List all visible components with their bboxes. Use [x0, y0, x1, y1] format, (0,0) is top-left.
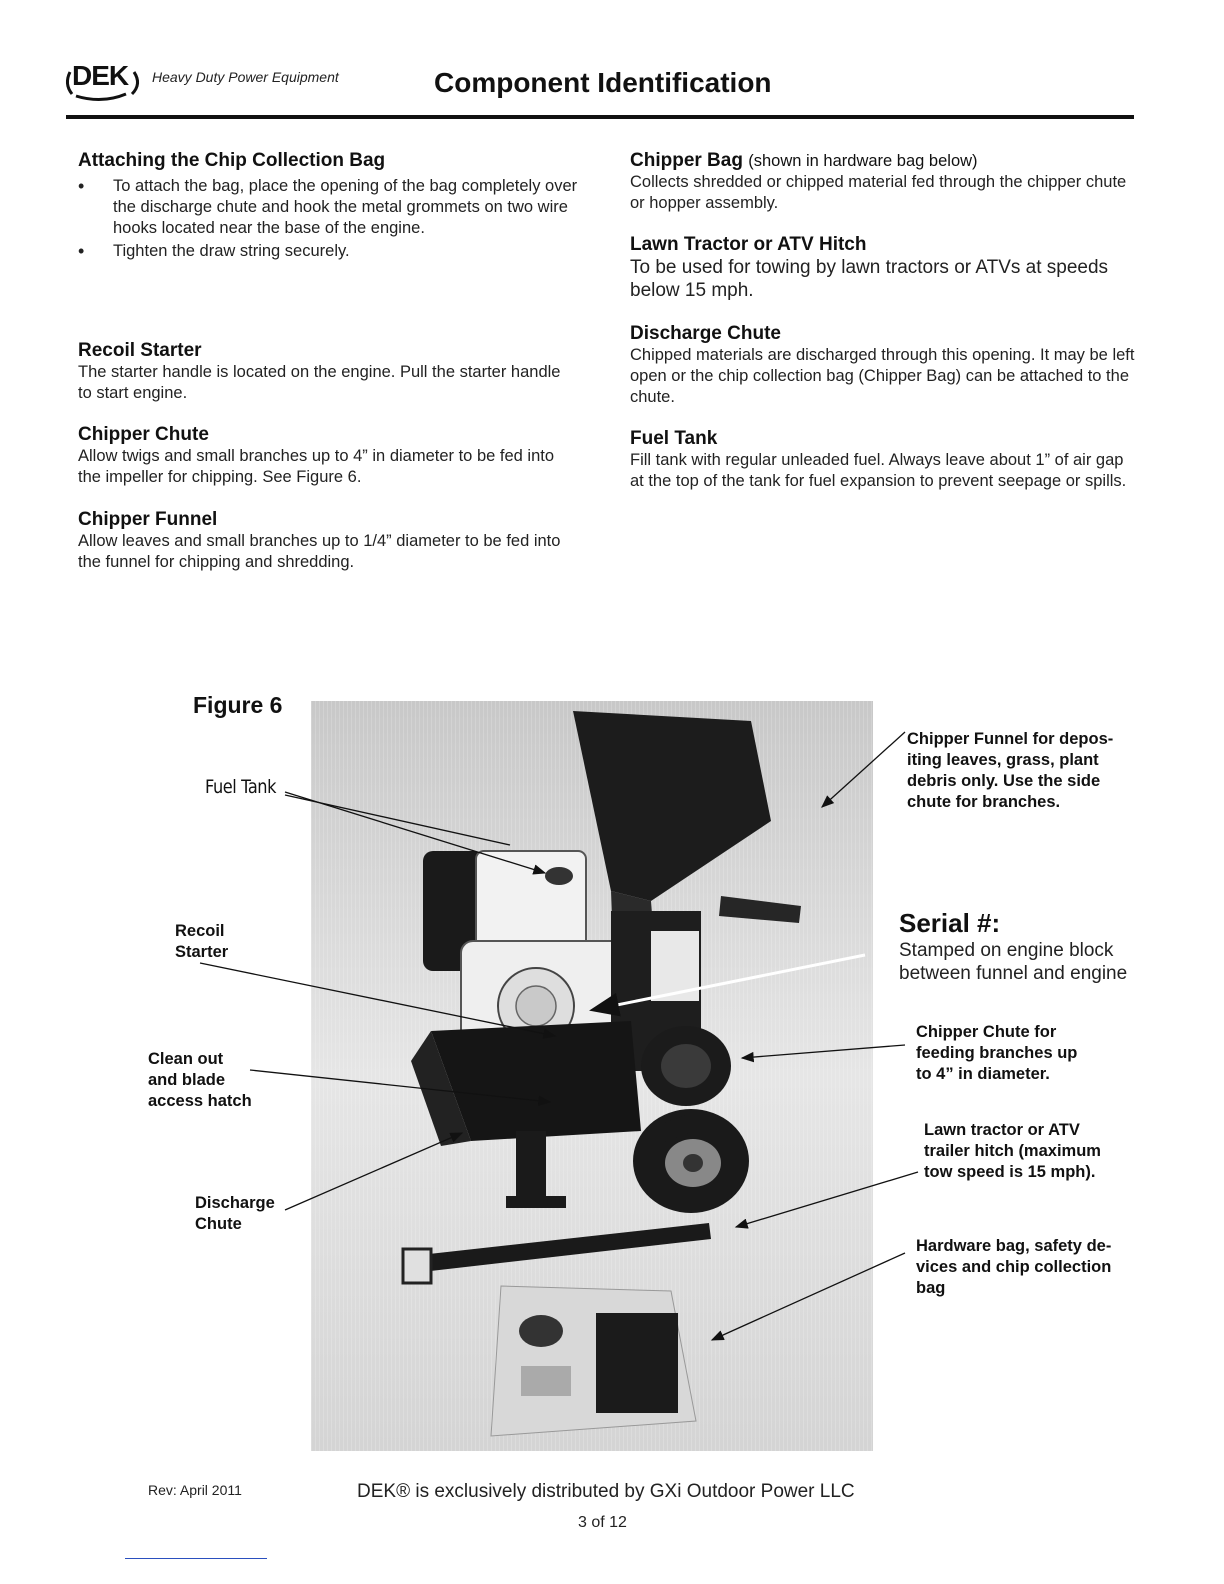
chipper-product-photo — [311, 701, 873, 1451]
section-chipper-funnel — [78, 509, 578, 573]
section-chipper-bag — [630, 150, 1130, 214]
callout-line: Stamped on engine block — [899, 940, 1114, 961]
callout-line: and blade — [148, 1071, 226, 1089]
callout-line: tow speed is 15 mph). — [924, 1163, 1096, 1181]
callout-line: debris only. Use the side — [907, 772, 1101, 790]
section-heading: Lawn Tractor or ATV Hitch — [630, 234, 867, 255]
callout-line: vices and chip collection — [916, 1258, 1112, 1276]
section-body: To be used for towing by lawn tractors or ATVs at speeds below 15 mph. — [630, 257, 1109, 301]
callout-recoil-starter — [175, 921, 228, 963]
callout-line: trailer hitch (maximum — [924, 1142, 1101, 1160]
callout-line: to 4” in diameter. — [916, 1065, 1050, 1083]
callout-line: Discharge — [195, 1194, 275, 1212]
section-hitch — [630, 234, 1140, 302]
callout-chipper-chute — [916, 1022, 1077, 1085]
bullet-item: • To attach the bag, place the opening of the bag completely over the discharge chute and hook the metal grommets on two wire hooks located near the base of the engine. — [78, 176, 588, 239]
callout-line: Lawn tractor or ATV — [924, 1121, 1080, 1139]
callout-cleanout-hatch — [148, 1049, 252, 1112]
serial-title: Serial #: — [899, 908, 1001, 938]
distributor-note: DEK® is exclusively distributed by GXi Outdoor Power LLC — [357, 1481, 855, 1502]
callout-line: Chipper Chute for — [916, 1023, 1057, 1041]
callout-line: iting leaves, grass, plant — [907, 751, 1099, 769]
section-heading-note: (shown in hardware bag below) — [748, 152, 978, 170]
page-number: 3 of 12 — [578, 1514, 627, 1531]
section-heading: Discharge Chute — [630, 323, 781, 344]
section-body: Collects shredded or chipped material fed through the chipper chute or hopper assembly. — [630, 173, 1127, 212]
section-heading: Attaching the Chip Collection Bag — [78, 150, 386, 171]
callout-hitch — [924, 1120, 1101, 1183]
figure-title: Figure 6 — [193, 692, 283, 718]
callout-serial-number — [899, 908, 1127, 985]
footer-link-underline — [125, 1558, 267, 1559]
section-heading: Chipper Funnel — [78, 509, 218, 530]
callout-hardware-bag — [916, 1236, 1111, 1299]
section-body: Allow twigs and small branches up to 4” in diameter to be fed into the impeller for chipping. See Figure 6. — [78, 447, 555, 486]
callout-line: feeding branches up — [916, 1044, 1078, 1062]
callout-line: Chipper Funnel for depos- — [907, 730, 1114, 748]
section-heading: Chipper Chute — [78, 424, 209, 445]
callout-fuel-tank: Fuel Tank — [205, 776, 277, 798]
section-recoil-starter — [78, 340, 568, 404]
callout-discharge-chute — [195, 1193, 275, 1235]
callout-line: access hatch — [148, 1092, 252, 1110]
section-discharge-chute — [630, 323, 1135, 408]
callout-line: Clean out — [148, 1050, 224, 1068]
section-chipper-chute — [78, 424, 578, 488]
revision-date: Rev: April 2011 — [148, 1482, 242, 1498]
header-divider — [66, 115, 1134, 119]
callout-line: between funnel and engine — [899, 963, 1128, 984]
section-body: Chipped materials are discharged through this opening. It may be left open or the chip collection bag (Chipper Bag) can be attached to the chute. — [630, 346, 1135, 406]
callout-line: Hardware bag, safety de- — [916, 1237, 1112, 1255]
section-body: Fill tank with regular unleaded fuel. Always leave about 1” of air gap at the top of the tank for fuel expansion to prevent seepage or spills. — [630, 451, 1127, 490]
brand-tagline: Heavy Duty Power Equipment — [152, 69, 339, 85]
section-attaching-bag — [78, 150, 588, 262]
section-heading: Chipper Bag — [630, 150, 743, 171]
section-body: Allow leaves and small branches up to 1/4” diameter to be fed into the funnel for chipping and shredding. — [78, 532, 561, 571]
bullet-item: • Tighten the draw string securely. — [78, 241, 588, 262]
page-title: Component Identification — [434, 67, 772, 98]
callout-line: bag — [916, 1279, 946, 1297]
callout-line: Starter — [175, 943, 229, 961]
callout-chipper-funnel — [907, 729, 1113, 813]
section-fuel-tank — [630, 428, 1140, 492]
callout-line: chute for branches. — [907, 793, 1061, 811]
callout-line: Chute — [195, 1215, 242, 1233]
section-heading: Fuel Tank — [630, 428, 718, 449]
section-heading: Recoil Starter — [78, 340, 202, 361]
section-body: The starter handle is located on the engine. Pull the starter handle to start engine. — [78, 363, 561, 402]
callout-line: Recoil — [175, 922, 225, 940]
brand-logo: DEK — [72, 60, 129, 91]
